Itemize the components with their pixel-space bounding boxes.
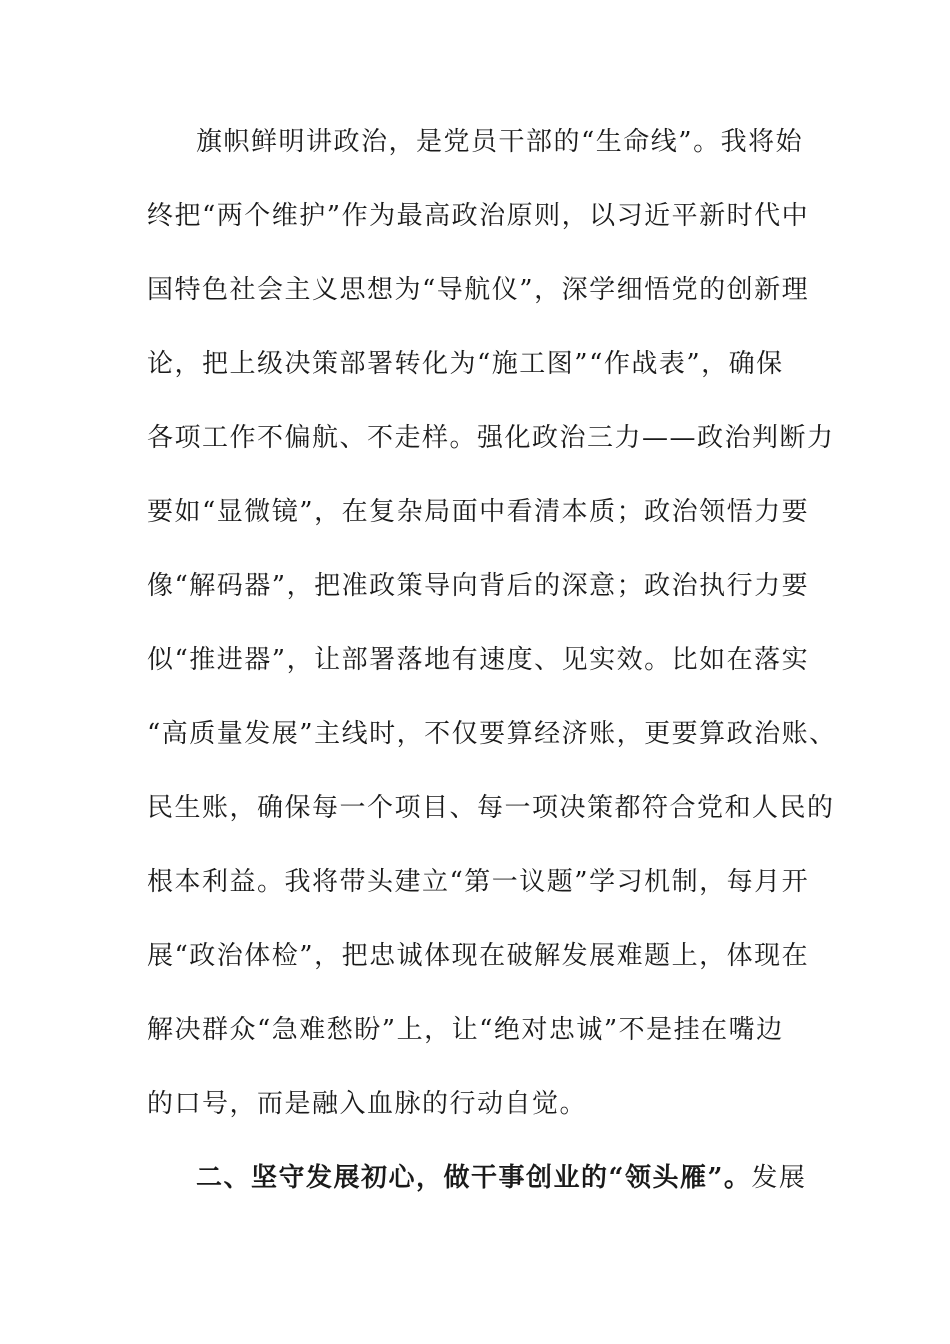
paragraph-line: 国特色社会主义思想为“导航仪”，深学细悟党的创新理 xyxy=(147,275,810,305)
paragraph-line: 展“政治体检”，把忠诚体现在破解发展难题上，体现在 xyxy=(147,941,810,971)
heading-continuation-text: 发展 xyxy=(751,1163,807,1193)
paragraph-line: 像“解码器”，把准政策导向背后的深意；政治执行力要 xyxy=(147,571,810,601)
paragraph-line: 根本利益。我将带头建立“第一议题”学习机制，每月开 xyxy=(147,867,810,897)
section-heading-line xyxy=(196,1158,806,1198)
paragraph-line: 各项工作不偏航、不走样。强化政治三力——政治判断力 xyxy=(147,423,835,453)
paragraph-line: 论，把上级决策部署转化为“施工图”“作战表”，确保 xyxy=(147,349,784,379)
paragraph-line: 要如“显微镜”，在复杂局面中看清本质；政治领悟力要 xyxy=(147,497,810,527)
paragraph-line: 终把“两个维护”作为最高政治原则，以习近平新时代中 xyxy=(147,201,810,231)
paragraph-line: 的口号，而是融入血脉的行动自觉。 xyxy=(147,1089,588,1119)
paragraph-line: “高质量发展”主线时，不仅要算经济账，更要算政治账、 xyxy=(147,719,837,749)
paragraph-line: 旗帜鲜明讲政治，是党员干部的“生命线”。我将始 xyxy=(196,127,804,157)
section-heading: 二、坚守发展初心，做干事创业的“领头雁”。 xyxy=(196,1163,752,1193)
paragraph-line: 民生账，确保每一个项目、每一项决策都符合党和人民的 xyxy=(147,793,835,823)
paragraph-line: 似“推进器”，让部署落地有速度、见实效。比如在落实 xyxy=(147,645,810,675)
paragraph-line: 解决群众“急难愁盼”上，让“绝对忠诚”不是挂在嘴边 xyxy=(147,1015,784,1045)
